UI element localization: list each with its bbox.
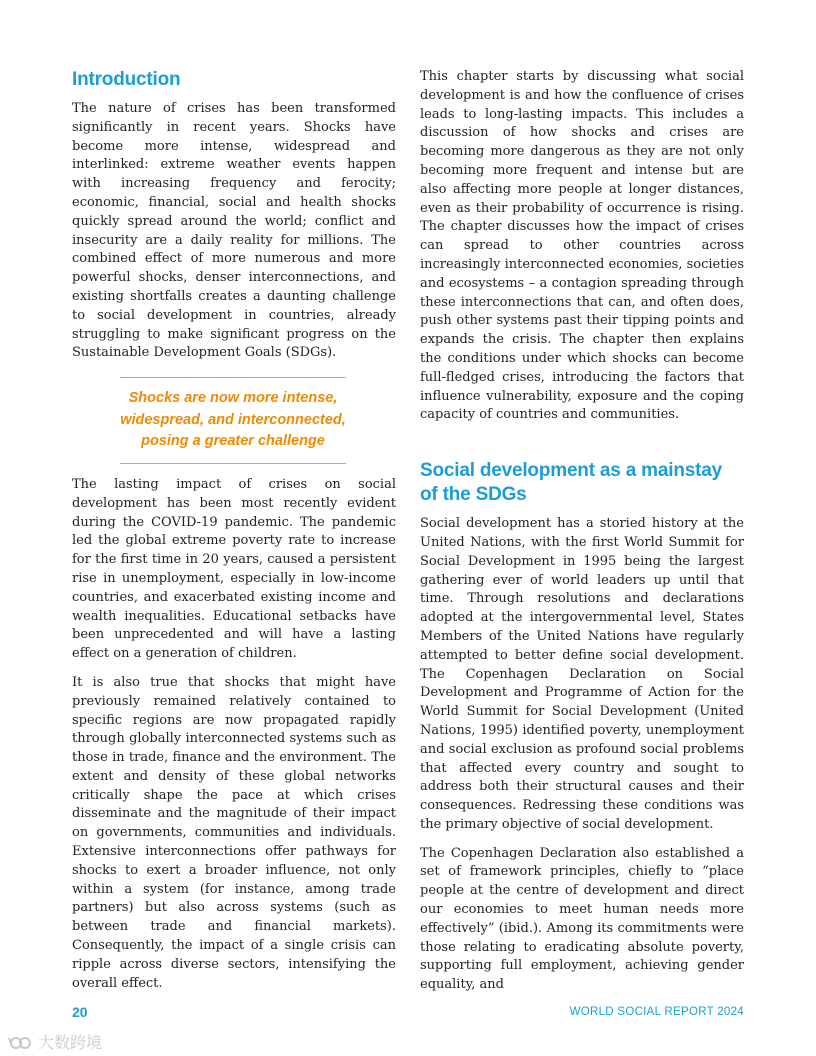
right-column xyxy=(420,68,744,1005)
watermark-logo-icon xyxy=(8,1034,34,1050)
social-development-heading: Social development as a mainstay of the SDGs xyxy=(420,460,722,506)
watermark xyxy=(8,1030,102,1053)
introduction-heading: Introduction xyxy=(72,69,181,90)
pullquote-text: Shocks are now more intense, widespread, and interconnected, posing a greater challenge xyxy=(120,390,346,450)
social-development-paragraph-1: Social development has a storied history at the United Nations, with the first World Summit for Social Development in 1995 being the largest gathering ever of world leaders up until that time. Through resolutions and declarations adopted at the intergovernmental level, States Members of the United Nations have regularly attempted to better define social development. The Copenhagen Declaration on Social Development and Programme of Action for the World Summit for Social Development (United Nations, 1995) identified poverty, unemployment and social exclusion as profound social problems that affected every country and sought to address both their structural causes and their consequences. Redressing these conditions was the primary objective of social development. xyxy=(420,516,744,832)
intro-paragraph-2: The lasting impact of crises on social development has been most recently evident during the COVID-19 pandemic. The pandemic led the global extreme poverty rate to increase for the first time in 20 years, caused a persistent rise in unemployment, especially in low-income countries, and exacerbated existing income and wealth inequalities. Educational setbacks have been unprecedented and will have a lasting effect on a generation of children. xyxy=(72,476,396,662)
left-column xyxy=(72,68,396,1003)
page-number: 20 xyxy=(72,1004,88,1020)
intro-paragraph-1: The nature of crises has been transformed significantly in recent years. Shocks have become more intense, widespread and interlinked: extreme weather events happen with increasing frequency and ferocity; economic, financial, social and health shocks quickly spread around the world; conflict and insecurity are a daily reality for millions. The combined effect of more numerous and more powerful shocks, denser interconnections, and existing shortfalls creates a daunting challenge to social development in countries, already struggling to make significant progress on the Sustainable Development Goals (SDGs). xyxy=(72,101,396,361)
intro-paragraph-3: It is also true that shocks that might have previously remained relatively contained to specific regions are now propagated rapidly through globally interconnected systems such as those in trade, finance and the environment. The extent and density of these global networks critically shape the pace at which crises disseminate and the magnitude of their impact on governments, communities and individuals. Extensive interconnections offer pathways for shocks to exert a broader influence, not only within a system (for instance, among trade partners) but also across systems (such as between trade and financial markets). Consequently, the impact of a single crisis can ripple across diverse sectors, intensifying the overall effect. xyxy=(72,674,396,991)
chapter-overview-paragraph: This chapter starts by discussing what social development is and how the confluence of crises leads to long-lasting impacts. This includes a discussion of how shocks and crises are becoming more dangerous as they are not only becoming more frequent and intense but are also affecting more people at longer distances, even as their probability of occurrence is rising. The chapter discusses how the impact of crises can spread to other countries across increasingly interconnected economies, societies and ecosystems – a contagion spreading through these interconnections that can, and often does, push other systems past their tipping points and expands the crisis. The chapter then explains the conditions under which shocks can become full-fledged crises, introducing the factors that influence vulnerability, exposure and the coping capacity of countries and communities. xyxy=(420,69,744,423)
watermark-text: 大数跨境 xyxy=(38,1033,103,1052)
report-title: WORLD SOCIAL REPORT 2024 xyxy=(569,1006,744,1018)
social-development-paragraph-2: The Copenhagen Declaration also established a set of framework principles, chiefly to “place people at the centre of development and direct our economies to meet human needs more effectively” (ibid.). Among its commitments were those relating to eradicating absolute poverty, supporting full employment, achieving gender equality, and xyxy=(420,845,744,993)
pullquote xyxy=(120,377,346,464)
